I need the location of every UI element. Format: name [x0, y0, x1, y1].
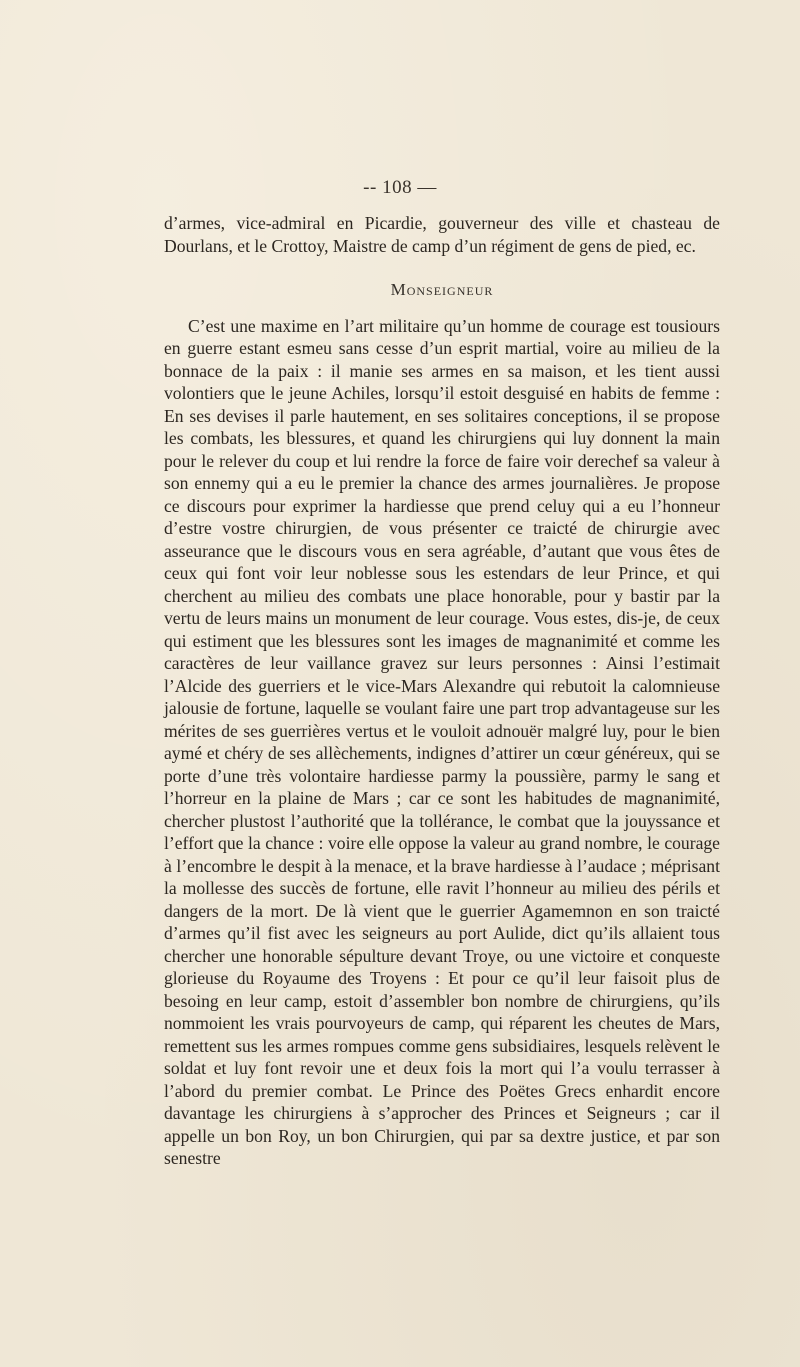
text-block [164, 212, 720, 1170]
dedication-heading: Monseigneur [390, 280, 494, 299]
page-number: -- 108 — [363, 177, 437, 198]
dedication-paragraph: C’est une maxime en l’art militaire qu’un homme de courage est tousiours en guerre estant esmeu sans cesse d’un esprit martial, voire au milieu de la bonnace de la paix : il manie ses armes en sa maison, et les tient aussi volontiers que le jeune Achiles, lorsqu’il estoit desguisé en habits de femme : En ses devises il parle hautement, en ses solitaires conceptions, il se propose les combats, les blessures, et quand les chirurgiens qui luy donnent la main pour le relever du coup et lui rendre la force de faire voir derechef sa valeur à son ennemy qui a eu le premier la chance des armes journalières. Je propose ce discours pour exprimer la hardiesse que prend celuy qui a eu l’honneur d’estre vostre chirurgien, de vous présenter ce traicté de chirurgie avec asseurance que le discours vous en sera agréable, d’autant que vous êtes de ceux qui font voir leur noblesse sous les estendars de leur Prince, et qui cherchent au milieu des combats une place honorable, pour y bastir par la vertu de leurs mains un monument de leur courage. Vous estes, dis-je, de ceux qui estiment que les blessures sont les images de magnanimité et comme les caractères de leur vaillance gravez sur leurs personnes : Ainsi l’estimait l’Alcide des guerriers et le vice-Mars Alexandre qui rebutoit la calomnieuse jalousie de fortune, laquelle se voulant faire une part trop advantageuse sur les mérites de ses guerrières vertus et le vouloit adnouër malgré luy, pour le bien aymé et chéry de ses allèchements, indignes d’attirer un cœur généreux, qui se porte d’une très volontaire hardiesse parmy la poussière, parmy le sang et l’horreur en la plaine de Mars ; car ce sont les habitudes de magnanimité, chercher plustost l’authorité que la tollérance, le combat que la jouyssance et l’effort que la chance : voire elle oppose la valeur au grand nombre, le courage à l’encombre le despit à la menace, et la brave hardiesse à l’audace ; méprisant la mollesse des succès de fortune, elle ravit l’honneur au milieu des périls et dangers de la mort. De là vient que le guerrier Agamemnon en son traicté d’armes qu’il fist avec les seigneurs au port Aulide, dict qu’ils allaient tous chercher une honorable sépulture devant Troye, ou une victoire et conqueste glorieuse du Royaume des Troyens : Et pour ce qu’il leur faisoit plus de besoing en leur camp, estoit d’assembler bon nombre de chirurgiens, qu’ils nommoient les vrais pourvoyeurs de camp, qui réparent les cheutes de Mars, remettent sus les armes rompues comme gens subsidiaires, lesquels relèvent le soldat et luy font revoir une et deux fois la mort qui l’a voulu terrasser à l’abord du premier combat. Le Prince des Poëtes Grecs enhardit encore davantage les chirurgiens à s’approcher des Princes et Seigneurs ; car il appelle un bon Roy, un bon Chirurgien, qui par sa dextre justice, et par son senestre [164, 315, 720, 1168]
intro-paragraph: d’armes, vice-admiral en Picardie, gouverneur des ville et chasteau de Dourlans, et le Crottoy, Maistre de camp d’un régiment de gens de pied, ec. [164, 213, 720, 256]
